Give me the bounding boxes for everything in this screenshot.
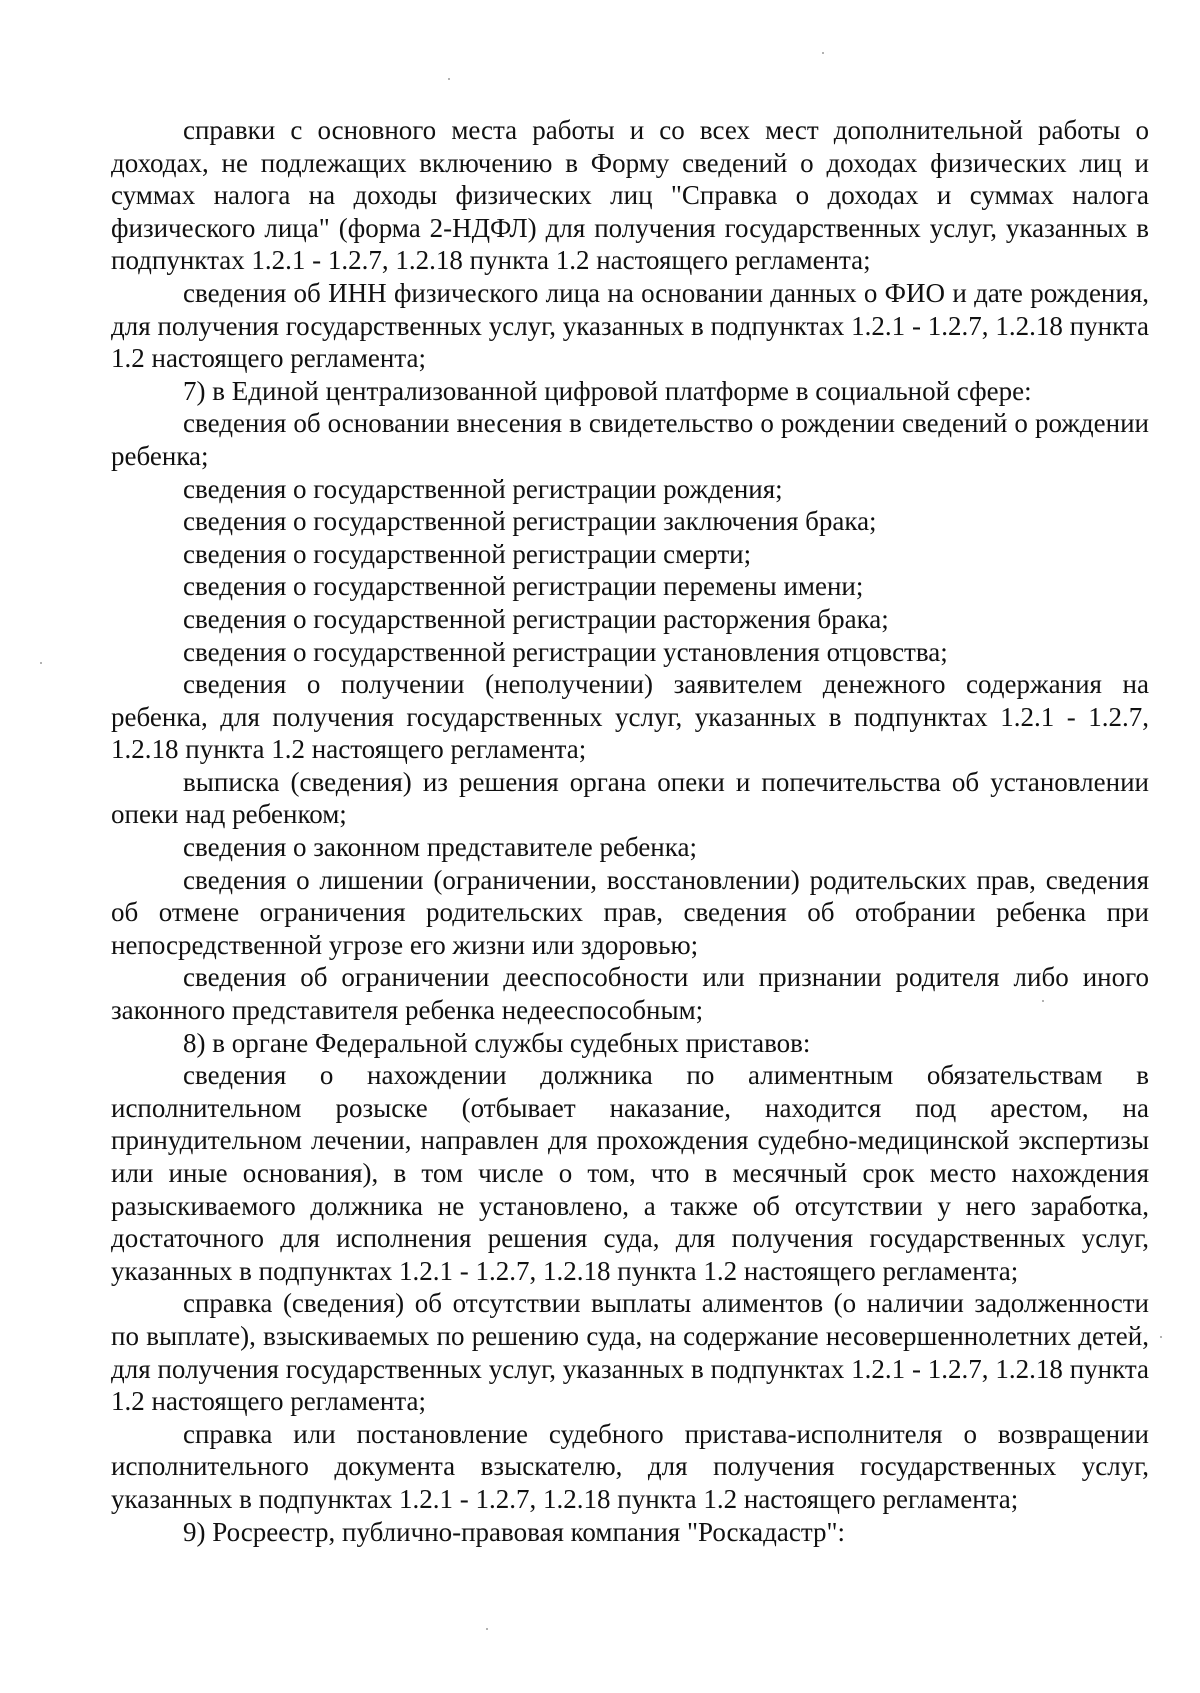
document-body: [111, 114, 1149, 1548]
scan-speck: [1042, 1000, 1044, 1002]
scan-speck: [40, 662, 42, 664]
paragraph-birth-registration: сведения о государственной регистрации рождения;: [183, 473, 783, 504]
paragraph-legal-representative: сведения о законном представителе ребенка;: [183, 832, 697, 863]
scan-speck: [1160, 1336, 1162, 1338]
paragraph-item-8-heading: 8) в органе Федеральной службы судебных приставов:: [183, 1027, 811, 1058]
paragraph-birth-certificate-basis: сведения об основании внесения в свидетельство о рождении сведений о рождении ребенка;: [111, 408, 1149, 471]
paragraph-marriage-registration: сведения о государственной регистрации заключения брака;: [183, 506, 877, 537]
paragraph-bailiff-return: справка или постановление судебного пристава-исполнителя о возвращении исполнительного документа взыскателю, для получения государственных услуг, указанных в подпунктах 1.2.1 - 1.2.7, 1.2.18 пункта 1.2 настоящего регламента;: [111, 1418, 1149, 1514]
paragraph-ndfl-certificates: справки с основного места работы и со всех мест дополнительной работы о доходах, не подлежащих включению в Форму сведений о доходах физических лиц и суммах налога на доходы физических лиц "Справка о доходах и суммах налога физического лица" (форма 2-НДФЛ) для получения государственных услуг, указанных в подпунктах 1.2.1 - 1.2.7, 1.2.18 пункта 1.2 настоящего регламента;: [111, 115, 1149, 276]
paragraph-alimony-arrears: справка (сведения) об отсутствии выплаты алиментов (о наличии задолженности по выплате), взыскиваемых по решению суда, на содержание несовершеннолетних детей, для получения государственных услуг, указанных в подпунктах 1.2.1 - 1.2.7, 1.2.18 пункта 1.2 настоящего регламента;: [111, 1288, 1149, 1417]
paragraph-child-allowance: сведения о получении (неполучении) заявителем денежного содержания на ребенка, для получения государственных услуг, указанных в подпунктах 1.2.1 - 1.2.7, 1.2.18 пункта 1.2 настоящего регламента;: [111, 669, 1149, 765]
paragraph-item-9-heading: 9) Росреестр, публично-правовая компания "Роскадастр":: [183, 1516, 846, 1547]
paragraph-parental-rights: сведения о лишении (ограничении, восстановлении) родительских прав, сведения об отмене ограничения родительских прав, сведения об отобрании ребенка при непосредственной угрозе его жизни или здоровью;: [111, 864, 1149, 960]
paragraph-divorce-registration: сведения о государственной регистрации расторжения брака;: [183, 603, 889, 634]
paragraph-death-registration: сведения о государственной регистрации смерти;: [183, 538, 752, 569]
paragraph-legal-capacity: сведения об ограничении дееспособности или признании родителя либо иного законного представителя ребенка недееспособным;: [111, 962, 1149, 1026]
scan-speck: [486, 1628, 488, 1630]
paragraph-guardianship-extract: выписка (сведения) из решения органа опеки и попечительства об установлении опеки над ребенком;: [111, 766, 1149, 830]
paragraph-debtor-search: сведения о нахождении должника по алиментным обязательствам в исполнительном розыске (отбывает наказание, находится под арестом, на принудительном лечении, направлен для прохождения судебно-медицинской экспертизы или иные основания), в том числе о том, что в месячный срок место нахождения разыскиваемого должника не установлено, а также об отсутствии у него заработка, достаточного для исполнения решения суда, для получения государственных услуг, указанных в подпунктах 1.2.1 - 1.2.7, 1.2.18 пункта 1.2 настоящего регламента;: [111, 1060, 1149, 1286]
scan-speck: [448, 78, 450, 80]
paragraph-item-7-heading: 7) в Единой централизованной цифровой платформе в социальной сфере:: [183, 375, 1032, 406]
paragraph-paternity-registration: сведения о государственной регистрации установления отцовства;: [183, 636, 948, 667]
scan-speck: [822, 52, 824, 54]
paragraph-name-change-registration: сведения о государственной регистрации перемены имени;: [183, 571, 864, 602]
paragraph-inn-info: сведения об ИНН физического лица на основании данных о ФИО и дате рождения, для получения государственных услуг, указанных в подпунктах 1.2.1 - 1.2.7, 1.2.18 пункта 1.2 настоящего регламента;: [111, 277, 1149, 374]
